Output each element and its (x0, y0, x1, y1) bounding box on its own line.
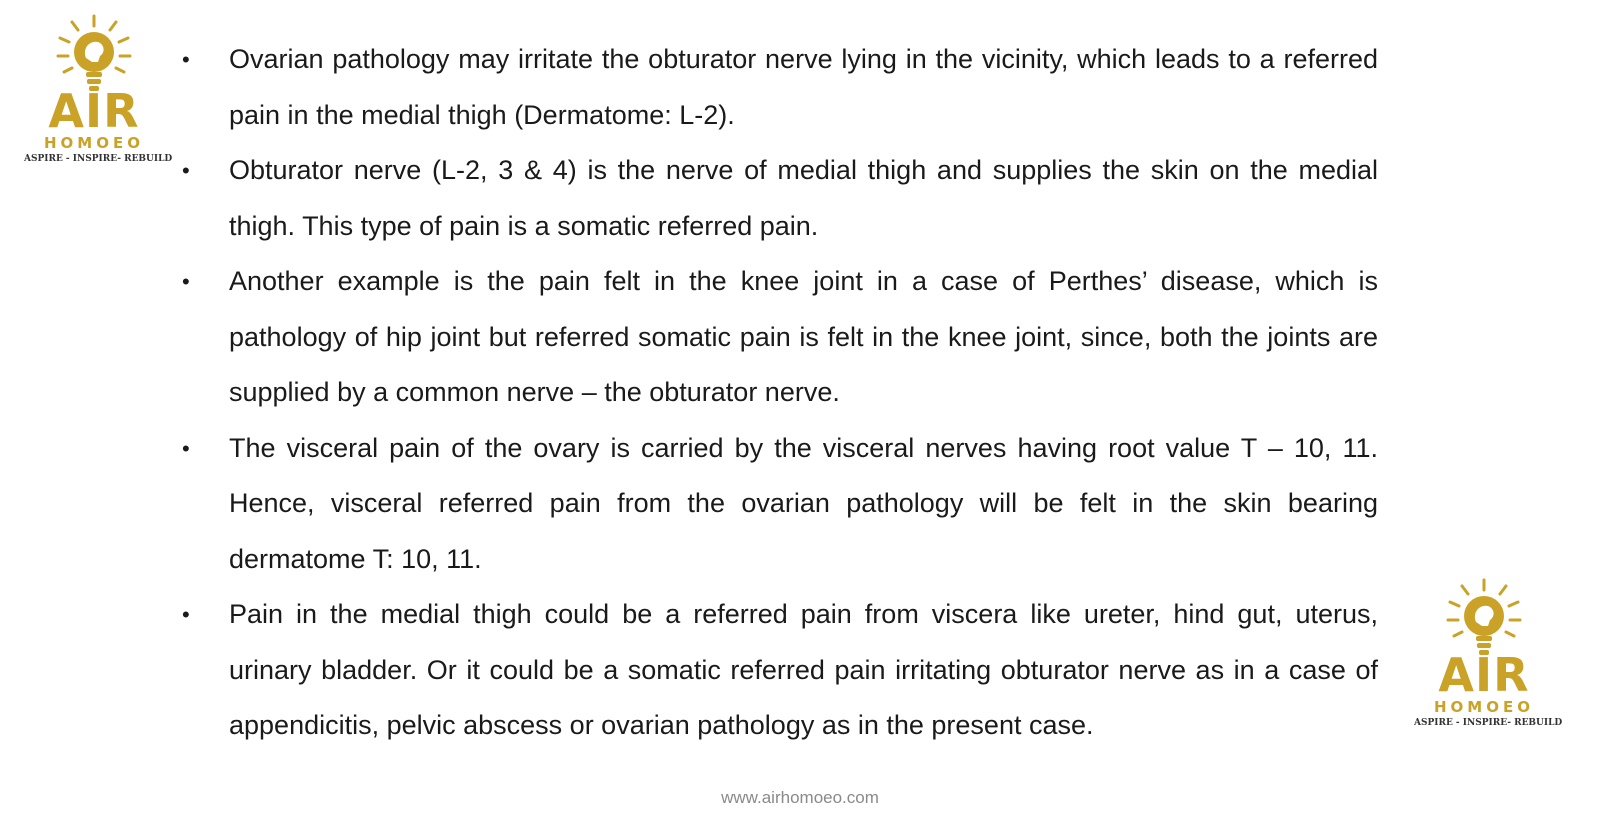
bullet-item (182, 587, 1378, 754)
bullet-point-icon: • (182, 602, 190, 627)
bullet-text: Pain in the medial thigh could be a referred pain from viscera like ureter, hind gut, uterus, urinary bladder. Or it could be a somatic referred pain irritating obturator nerve as in a case of appendicitis, pelvic abscess or ovarian pathology as in the present case. (229, 599, 1378, 740)
bullet-item (182, 421, 1378, 588)
brand-name: AIR (48, 84, 140, 138)
bullet-point-icon: • (182, 158, 190, 183)
bullet-item (182, 32, 1378, 143)
brand-logo-bottom (1414, 576, 1563, 730)
bullet-text: The visceral pain of the ovary is carried by the visceral nerves having root value T – 10, 11. Hence, visceral referred pain from the ovarian pathology will be felt in the skin bearing dermatome T: 10, 11. (229, 432, 1378, 574)
bullet-point-icon: • (182, 47, 190, 72)
brand-tagline: ASPIRE - INSPIRE- REBUILD (24, 154, 173, 164)
bullet-point-icon: • (182, 435, 190, 461)
bullet-text: Obturator nerve (L-2, 3 & 4) is the nerve of medial thigh and supplies the skin on the medial thigh. This type of pain is a somatic referred pain. (229, 155, 1378, 241)
lightbulb-head-icon (52, 12, 136, 92)
brand-tagline: ASPIRE - INSPIRE- REBUILD (1414, 718, 1563, 728)
bullet-text: Ovarian pathology may irritate the obturator nerve lying in the vicinity, which leads to a referred pain in the medial thigh (Dermatome: L-2). (229, 44, 1378, 130)
brand-logo-top (24, 12, 173, 166)
bullet-item (182, 143, 1378, 254)
bullet-item (182, 254, 1378, 421)
bullet-point-icon: • (182, 269, 190, 294)
bullet-list (182, 32, 1378, 754)
brand-subname: HOMOEO (44, 134, 144, 152)
brand-name: AIR (1438, 648, 1530, 702)
footer-url: www.airhomoeo.com (721, 788, 879, 807)
bullet-text: Another example is the pain felt in the knee joint in a case of Perthes’ disease, which is pathology of hip joint but referred somatic pain is felt in the knee joint, since, both the joints are supplied by a common nerve – the obturator nerve. (229, 266, 1378, 407)
brand-subname: HOMOEO (1434, 698, 1534, 716)
lightbulb-head-icon (1442, 576, 1526, 656)
